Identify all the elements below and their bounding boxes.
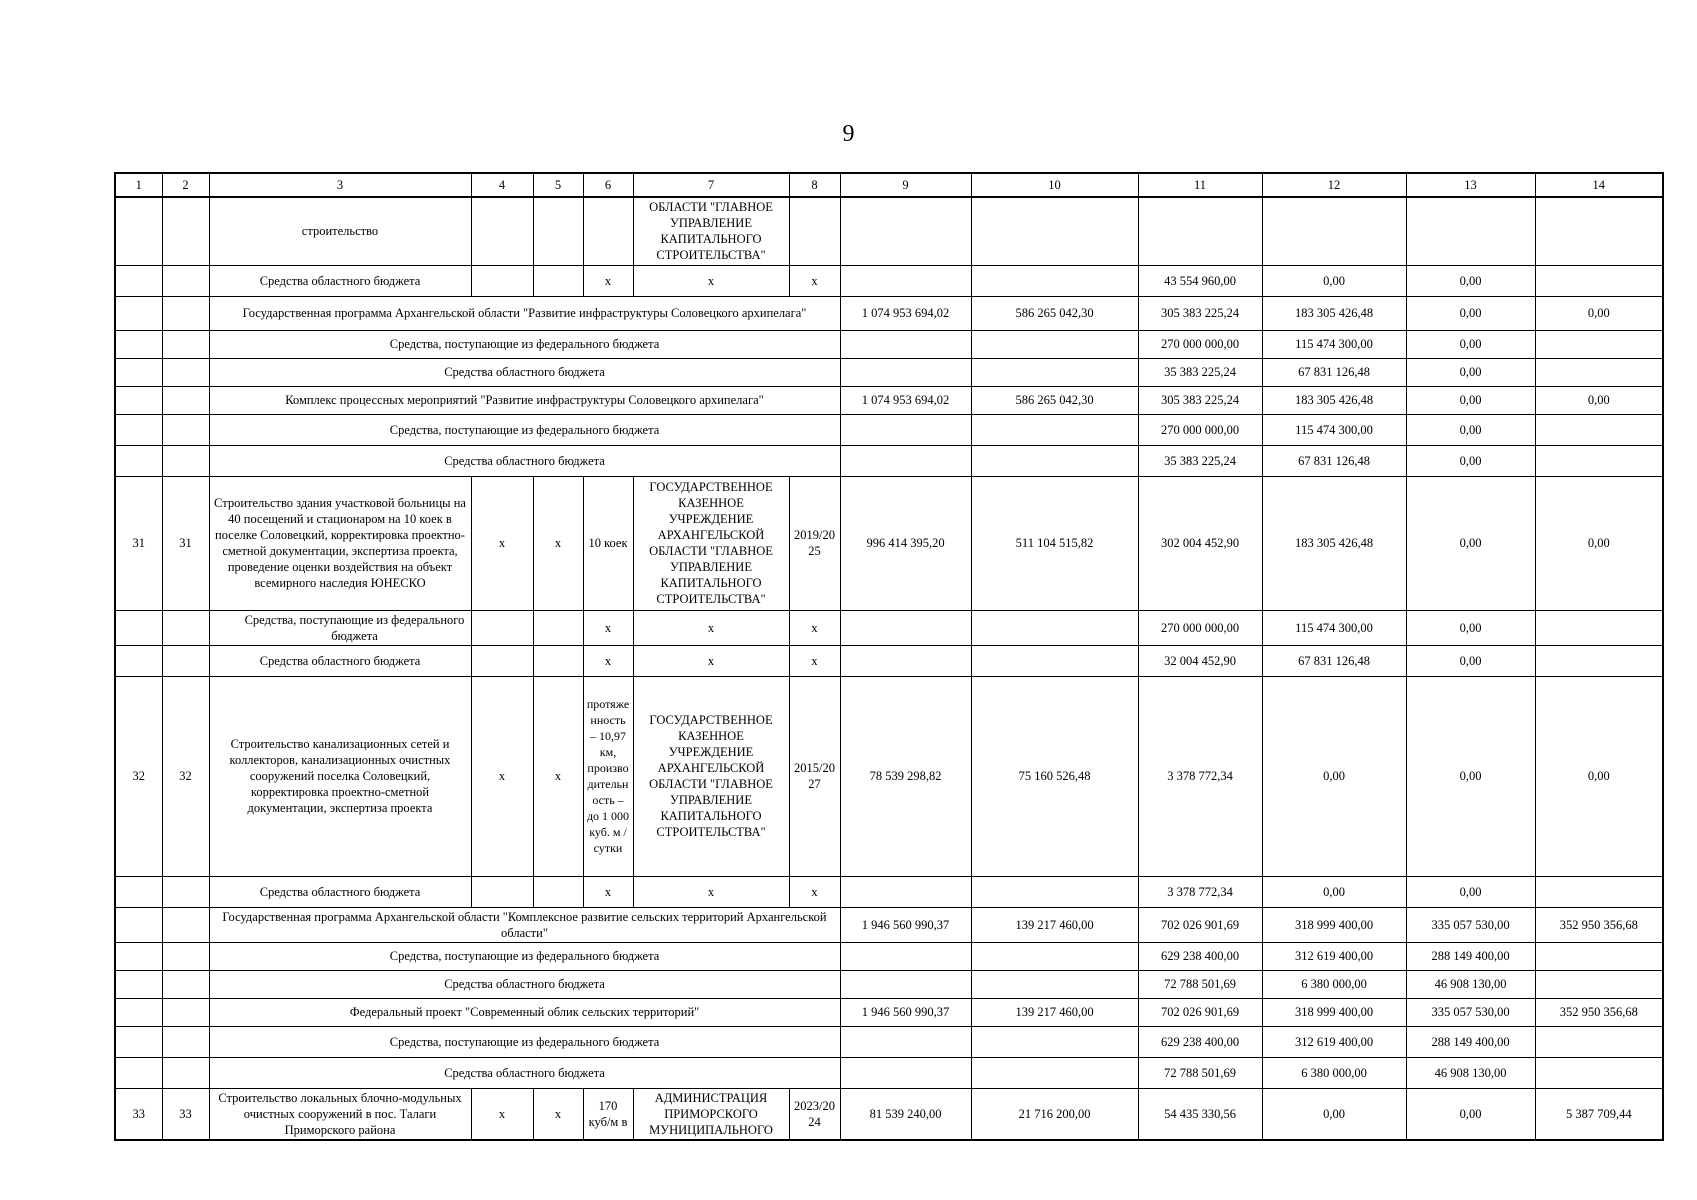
cell-x: х <box>633 876 789 907</box>
cell-value: 586 265 042,30 <box>971 296 1138 330</box>
object-title: Строительство здания участковой больницы на 40 посещений и стационаром на 10 коек в поселке Соловецкий, корректировка проектно-сметной документации, экспертиза проекта, проведение оценки воздействия на объект всемирного наследия ЮНЕСКО <box>209 476 471 610</box>
cell-num: 33 <box>162 1088 209 1140</box>
cell-value: 46 908 130,00 <box>1406 1057 1535 1088</box>
cell-text: Средства, поступающие из федерального бюджета <box>209 414 840 445</box>
cell-value: 302 004 452,90 <box>1138 476 1262 610</box>
cell-value: 3 378 772,34 <box>1138 676 1262 876</box>
object-title: Строительство локальных блочно-модульных очистных сооружений в пос. Талаги Приморского района <box>209 1088 471 1140</box>
cell-value: 629 238 400,00 <box>1138 942 1262 970</box>
cell-text: Средства областного бюджета <box>209 265 471 296</box>
cell-value: 0,00 <box>1262 676 1406 876</box>
cell-value: 1 074 953 694,02 <box>840 386 971 414</box>
cell-value: 0,00 <box>1262 265 1406 296</box>
cell-value: 352 950 356,68 <box>1535 907 1663 942</box>
cell-value: 1 074 953 694,02 <box>840 296 971 330</box>
cell-value: 0,00 <box>1406 358 1535 386</box>
capacity-cell: 10 коек <box>583 476 633 610</box>
cell-num: 32 <box>162 676 209 876</box>
cell-value: 270 000 000,00 <box>1138 330 1262 358</box>
cell-value: 318 999 400,00 <box>1262 998 1406 1026</box>
cell-text: Средства, поступающие из федерального бюджета <box>209 610 471 645</box>
cell-text: Средства, поступающие из федерального бюджета <box>209 942 840 970</box>
header-cell: 9 <box>840 173 971 197</box>
cell-text: Средства областного бюджета <box>209 645 471 676</box>
cell-value: 183 305 426,48 <box>1262 476 1406 610</box>
cell-value: 1 946 560 990,37 <box>840 998 971 1026</box>
header-cell: 1 <box>115 173 162 197</box>
cell-value: 115 474 300,00 <box>1262 330 1406 358</box>
budget-table <box>114 172 1664 1141</box>
cell-value: 305 383 225,24 <box>1138 386 1262 414</box>
cell-value: 0,00 <box>1406 265 1535 296</box>
cell-value: 72 788 501,69 <box>1138 1057 1262 1088</box>
cell-x: х <box>789 610 840 645</box>
cell-value: 702 026 901,69 <box>1138 907 1262 942</box>
cell-value: 0,00 <box>1406 414 1535 445</box>
cell-x: х <box>633 610 789 645</box>
cell-value: 43 554 960,00 <box>1138 265 1262 296</box>
cell-value: 67 831 126,48 <box>1262 645 1406 676</box>
cell-value: 75 160 526,48 <box>971 676 1138 876</box>
cell-value: 6 380 000,00 <box>1262 1057 1406 1088</box>
header-cell: 2 <box>162 173 209 197</box>
table-row <box>115 876 1663 907</box>
header-row <box>115 173 1663 197</box>
cell-value: 6 380 000,00 <box>1262 970 1406 998</box>
cell-value: 1 946 560 990,37 <box>840 907 971 942</box>
cell-num: 32 <box>115 676 162 876</box>
cell-value: 21 716 200,00 <box>971 1088 1138 1140</box>
executor-cell: ГОСУДАРСТВЕННОЕ КАЗЕННОЕ УЧРЕЖДЕНИЕ АРХАНГЕЛЬСКОЙ ОБЛАСТИ "ГЛАВНОЕ УПРАВЛЕНИЕ КАПИТАЛЬНОГО СТРОИТЕЛЬСТВА" <box>633 676 789 876</box>
cell-x: х <box>533 1088 583 1140</box>
cell-value: 35 383 225,24 <box>1138 445 1262 476</box>
cell-value: 0,00 <box>1406 330 1535 358</box>
cell-value: 0,00 <box>1406 476 1535 610</box>
cell-value: 35 383 225,24 <box>1138 358 1262 386</box>
cell-value: 0,00 <box>1406 1088 1535 1140</box>
cell-x: х <box>471 1088 533 1140</box>
cell-value: 67 831 126,48 <box>1262 358 1406 386</box>
table-row <box>115 445 1663 476</box>
cell-num: 31 <box>162 476 209 610</box>
cell-text: Средства областного бюджета <box>209 358 840 386</box>
header-cell: 13 <box>1406 173 1535 197</box>
executor-cell: АДМИНИСТРАЦИЯ ПРИМОРСКОГО МУНИЦИПАЛЬНОГО <box>633 1088 789 1140</box>
executor-cell: ГОСУДАРСТВЕННОЕ КАЗЕННОЕ УЧРЕЖДЕНИЕ АРХАНГЕЛЬСКОЙ ОБЛАСТИ "ГЛАВНОЕ УПРАВЛЕНИЕ КАПИТАЛЬНОГО СТРОИТЕЛЬСТВА" <box>633 476 789 610</box>
cell-value: 115 474 300,00 <box>1262 610 1406 645</box>
table-row <box>115 942 1663 970</box>
cell-value: 270 000 000,00 <box>1138 414 1262 445</box>
cell-value: 72 788 501,69 <box>1138 970 1262 998</box>
table-row <box>115 970 1663 998</box>
header-cell: 4 <box>471 173 533 197</box>
cell-text: Средства областного бюджета <box>209 1057 840 1088</box>
cell-value: 0,00 <box>1406 445 1535 476</box>
header-cell: 7 <box>633 173 789 197</box>
cell-value: 0,00 <box>1535 476 1663 610</box>
page-number: 9 <box>842 121 855 147</box>
cell-value: 183 305 426,48 <box>1262 296 1406 330</box>
header-cell: 5 <box>533 173 583 197</box>
cell-x: х <box>583 876 633 907</box>
cell-value: 288 149 400,00 <box>1406 942 1535 970</box>
table-row <box>115 610 1663 645</box>
cell-value: 81 539 240,00 <box>840 1088 971 1140</box>
cell-value: 0,00 <box>1535 296 1663 330</box>
cell-value: 115 474 300,00 <box>1262 414 1406 445</box>
table-row <box>115 676 1663 876</box>
table-row <box>115 1026 1663 1057</box>
cell-value: 335 057 530,00 <box>1406 907 1535 942</box>
cell-value: 0,00 <box>1406 296 1535 330</box>
object-title: Строительство канализационных сетей и коллекторов, канализационных очистных сооружений поселка Соловецкий, корректировка проектно-сметной документации, экспертиза проекта <box>209 676 471 876</box>
cell-value: 335 057 530,00 <box>1406 998 1535 1026</box>
cell-value: 139 217 460,00 <box>971 907 1138 942</box>
cell-value: 270 000 000,00 <box>1138 610 1262 645</box>
table-row <box>115 197 1663 265</box>
table-row <box>115 386 1663 414</box>
cell-value: 139 217 460,00 <box>971 998 1138 1026</box>
table-row <box>115 1057 1663 1088</box>
cell-value: 183 305 426,48 <box>1262 386 1406 414</box>
cell-x: х <box>789 265 840 296</box>
cell-x: х <box>533 476 583 610</box>
cell-num: 31 <box>115 476 162 610</box>
table-row <box>115 330 1663 358</box>
cell-value: 0,00 <box>1535 676 1663 876</box>
cell-x: х <box>789 876 840 907</box>
header-cell: 11 <box>1138 173 1262 197</box>
cell-value: 5 387 709,44 <box>1535 1088 1663 1140</box>
cell-value: 318 999 400,00 <box>1262 907 1406 942</box>
complex-title: Комплекс процессных мероприятий "Развитие инфраструктуры Соловецкого архипелага" <box>209 386 840 414</box>
cell-text: Средства областного бюджета <box>209 445 840 476</box>
table-row <box>115 998 1663 1026</box>
header-cell: 14 <box>1535 173 1663 197</box>
cell-x: х <box>471 676 533 876</box>
table-row <box>115 1088 1663 1140</box>
cell-value: 996 414 395,20 <box>840 476 971 610</box>
header-cell: 3 <box>209 173 471 197</box>
table-row <box>115 414 1663 445</box>
cell-value: 67 831 126,48 <box>1262 445 1406 476</box>
cell-value: 0,00 <box>1262 876 1406 907</box>
capacity-cell: 170 куб/м в <box>583 1088 633 1140</box>
cell-value: 46 908 130,00 <box>1406 970 1535 998</box>
cell-value: 0,00 <box>1262 1088 1406 1140</box>
cell-x: х <box>633 265 789 296</box>
cell-value: 305 383 225,24 <box>1138 296 1262 330</box>
cell-text: строительство <box>209 197 471 265</box>
cell-text: Средства, поступающие из федерального бюджета <box>209 1026 840 1057</box>
table-row <box>115 476 1663 610</box>
executor-cell: ОБЛАСТИ "ГЛАВНОЕ УПРАВЛЕНИЕ КАПИТАЛЬНОГО СТРОИТЕЛЬСТВА" <box>633 197 789 265</box>
header-cell: 8 <box>789 173 840 197</box>
cell-value: 0,00 <box>1406 610 1535 645</box>
cell-value: 0,00 <box>1406 645 1535 676</box>
table-row <box>115 907 1663 942</box>
cell-text: Средства, поступающие из федерального бюджета <box>209 330 840 358</box>
period-cell: 2019/2025 <box>789 476 840 610</box>
cell-value: 0,00 <box>1406 876 1535 907</box>
table-row <box>115 358 1663 386</box>
cell-text: Средства областного бюджета <box>209 876 471 907</box>
cell-value: 312 619 400,00 <box>1262 1026 1406 1057</box>
header-cell: 10 <box>971 173 1138 197</box>
program-title: Государственная программа Архангельской области "Комплексное развитие сельских территорий Архангельской области" <box>209 907 840 942</box>
cell-value: 288 149 400,00 <box>1406 1026 1535 1057</box>
table-row <box>115 645 1663 676</box>
cell-x: х <box>789 645 840 676</box>
capacity-cell: протяженность – 10,97 км, производительность – до 1 000 куб. м / сутки <box>583 676 633 876</box>
cell-value: 0,00 <box>1535 386 1663 414</box>
cell-value: 3 378 772,34 <box>1138 876 1262 907</box>
cell-value: 511 104 515,82 <box>971 476 1138 610</box>
cell-x: х <box>583 610 633 645</box>
cell-x: х <box>633 645 789 676</box>
cell-value: 586 265 042,30 <box>971 386 1138 414</box>
table-row <box>115 265 1663 296</box>
table-row <box>115 296 1663 330</box>
cell-value: 312 619 400,00 <box>1262 942 1406 970</box>
header-cell: 12 <box>1262 173 1406 197</box>
cell-text: Средства областного бюджета <box>209 970 840 998</box>
cell-x: х <box>583 645 633 676</box>
cell-value: 54 435 330,56 <box>1138 1088 1262 1140</box>
period-cell: 2023/2024 <box>789 1088 840 1140</box>
cell-value: 0,00 <box>1406 676 1535 876</box>
cell-x: х <box>583 265 633 296</box>
header-cell: 6 <box>583 173 633 197</box>
cell-value: 629 238 400,00 <box>1138 1026 1262 1057</box>
cell-value: 32 004 452,90 <box>1138 645 1262 676</box>
cell-value: 0,00 <box>1406 386 1535 414</box>
project-title: Федеральный проект "Современный облик сельских территорий" <box>209 998 840 1026</box>
cell-x: х <box>471 476 533 610</box>
cell-value: 352 950 356,68 <box>1535 998 1663 1026</box>
cell-num: 33 <box>115 1088 162 1140</box>
program-title: Государственная программа Архангельской области "Развитие инфраструктуры Соловецкого архипелага" <box>209 296 840 330</box>
cell-value: 702 026 901,69 <box>1138 998 1262 1026</box>
cell-x: х <box>533 676 583 876</box>
period-cell: 2015/2027 <box>789 676 840 876</box>
cell-value: 78 539 298,82 <box>840 676 971 876</box>
